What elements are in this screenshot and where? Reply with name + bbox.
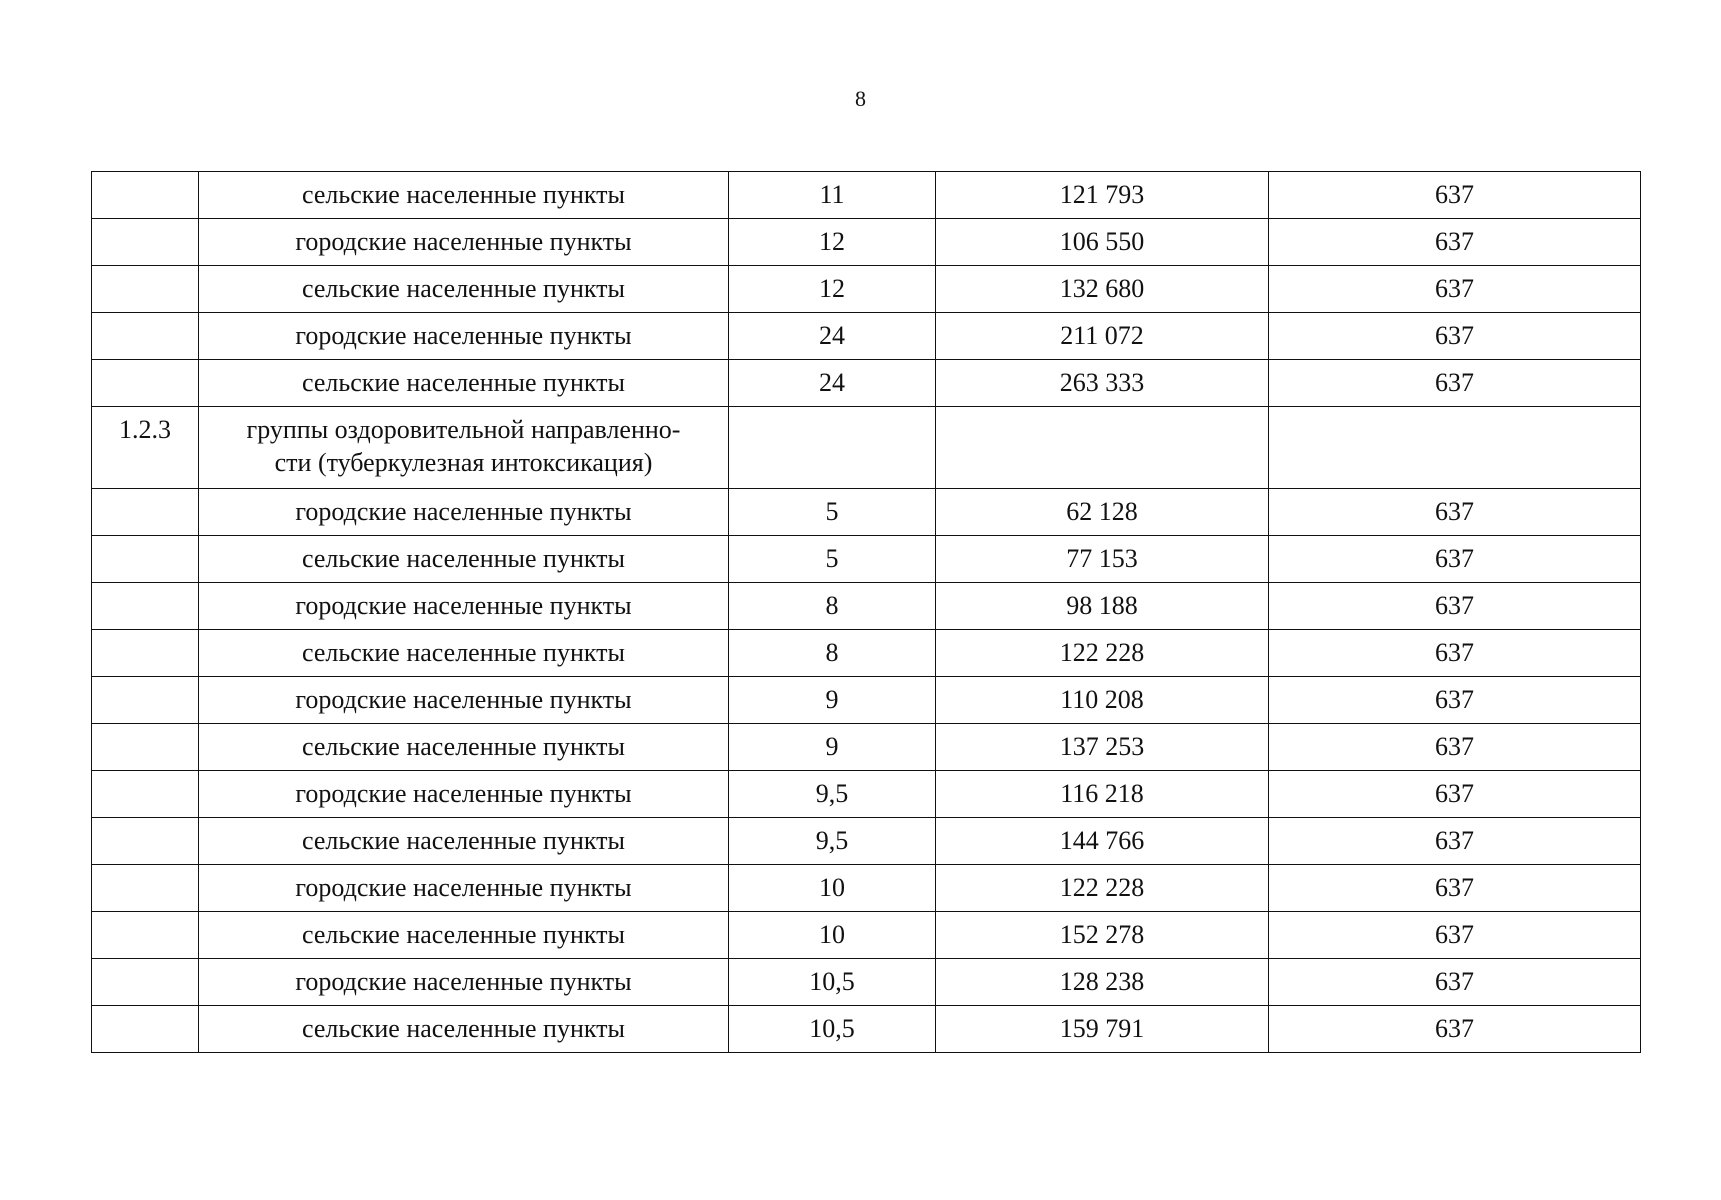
- value-c-cell: 637: [1269, 536, 1641, 583]
- value-b-cell: 110 208: [936, 677, 1269, 724]
- value-a-cell: 10,5: [729, 959, 936, 1006]
- value-b-cell: 132 680: [936, 266, 1269, 313]
- value-c-cell: 637: [1269, 677, 1641, 724]
- value-c-cell: 637: [1269, 266, 1641, 313]
- table-row: [92, 313, 1641, 360]
- table-row: [92, 724, 1641, 771]
- value-a-cell: 9,5: [729, 818, 936, 865]
- row-name-cell: сельские населенные пункты: [199, 630, 729, 677]
- row-name-cell: сельские населенные пункты: [199, 818, 729, 865]
- value-b-cell: 121 793: [936, 172, 1269, 219]
- value-b-cell: 122 228: [936, 630, 1269, 677]
- value-a-cell: 24: [729, 360, 936, 407]
- value-a-cell: 12: [729, 266, 936, 313]
- row-number-cell: [92, 313, 199, 360]
- value-a-cell: 10: [729, 865, 936, 912]
- value-b-cell: 62 128: [936, 489, 1269, 536]
- table-row: [92, 677, 1641, 724]
- row-name-cell: городские населенные пункты: [199, 583, 729, 630]
- row-number-cell: [92, 818, 199, 865]
- row-name-cell: городские населенные пункты: [199, 677, 729, 724]
- value-c-cell: 637: [1269, 912, 1641, 959]
- tariff-table: [91, 171, 1641, 1053]
- value-b-cell: 116 218: [936, 771, 1269, 818]
- value-b-cell: 159 791: [936, 1006, 1269, 1053]
- value-b-cell: 122 228: [936, 865, 1269, 912]
- row-number-cell: [92, 912, 199, 959]
- row-name-cell: сельские населенные пункты: [199, 1006, 729, 1053]
- row-number-cell: [92, 583, 199, 630]
- value-b-cell: 77 153: [936, 536, 1269, 583]
- row-name-cell: сельские населенные пункты: [199, 536, 729, 583]
- value-c-cell: 637: [1269, 313, 1641, 360]
- value-a-cell: 5: [729, 536, 936, 583]
- value-a-cell: 10: [729, 912, 936, 959]
- row-number-cell: [92, 771, 199, 818]
- row-number-cell: [92, 724, 199, 771]
- row-number-cell: [92, 959, 199, 1006]
- value-c-cell: 637: [1269, 865, 1641, 912]
- row-number-cell: [92, 865, 199, 912]
- value-b-cell: 263 333: [936, 360, 1269, 407]
- table-row: [92, 959, 1641, 1006]
- value-b-cell: 98 188: [936, 583, 1269, 630]
- value-a-cell: 24: [729, 313, 936, 360]
- page-number: 8: [855, 86, 866, 111]
- table-row: [92, 865, 1641, 912]
- value-c-cell: 637: [1269, 219, 1641, 266]
- row-name-cell: городские населенные пункты: [199, 771, 729, 818]
- row-name-cell: городские населенные пункты: [199, 313, 729, 360]
- value-a-cell: 12: [729, 219, 936, 266]
- value-a-cell: 5: [729, 489, 936, 536]
- row-number-cell: [92, 677, 199, 724]
- table-row: [92, 489, 1641, 536]
- row-number-cell: [92, 489, 199, 536]
- table-row: [92, 266, 1641, 313]
- value-a-cell: 8: [729, 583, 936, 630]
- value-a-cell: 10,5: [729, 1006, 936, 1053]
- value-b-cell: 144 766: [936, 818, 1269, 865]
- table-row: [92, 912, 1641, 959]
- table-row: [92, 630, 1641, 677]
- table-row: [92, 360, 1641, 407]
- value-c-cell: 637: [1269, 489, 1641, 536]
- table-row: [92, 219, 1641, 266]
- row-number-cell: [92, 219, 199, 266]
- row-number-cell: [92, 360, 199, 407]
- row-name-cell: сельские населенные пункты: [199, 266, 729, 313]
- value-b-cell: 211 072: [936, 313, 1269, 360]
- row-name-cell: сельские населенные пункты: [199, 172, 729, 219]
- value-b-cell: 106 550: [936, 219, 1269, 266]
- row-name-cell: городские населенные пункты: [199, 959, 729, 1006]
- value-b-cell: 128 238: [936, 959, 1269, 1006]
- row-number-cell: [92, 536, 199, 583]
- table-row: [92, 1006, 1641, 1053]
- value-c-cell: 637: [1269, 818, 1641, 865]
- value-c-cell: 637: [1269, 583, 1641, 630]
- section-number-cell: 1.2.3: [92, 407, 199, 489]
- value-a-cell: 11: [729, 172, 936, 219]
- section-name-line-1: группы оздоровительной направленно-: [246, 415, 681, 444]
- value-a-cell: 9: [729, 677, 936, 724]
- value-c-cell: 637: [1269, 724, 1641, 771]
- value-c-cell: 637: [1269, 771, 1641, 818]
- table-row: [92, 818, 1641, 865]
- section-name-line-2: сти (туберкулезная интоксикация): [274, 448, 653, 477]
- value-b-cell: 152 278: [936, 912, 1269, 959]
- value-c-cell: 637: [1269, 172, 1641, 219]
- table-row: [92, 583, 1641, 630]
- row-name-cell: городские населенные пункты: [199, 489, 729, 536]
- table-row: [92, 172, 1641, 219]
- row-number-cell: [92, 630, 199, 677]
- value-c-cell: 637: [1269, 1006, 1641, 1053]
- value-a-cell: 9,5: [729, 771, 936, 818]
- value-c-cell: [1269, 407, 1641, 489]
- row-number-cell: [92, 1006, 199, 1053]
- table-row: [92, 536, 1641, 583]
- value-c-cell: 637: [1269, 630, 1641, 677]
- row-name-cell: сельские населенные пункты: [199, 912, 729, 959]
- value-a-cell: [729, 407, 936, 489]
- value-a-cell: 8: [729, 630, 936, 677]
- row-name-cell: городские населенные пункты: [199, 865, 729, 912]
- value-b-cell: [936, 407, 1269, 489]
- row-number-cell: [92, 266, 199, 313]
- row-number-cell: [92, 172, 199, 219]
- row-name-cell: городские населенные пункты: [199, 219, 729, 266]
- value-c-cell: 637: [1269, 360, 1641, 407]
- section-header-row: [92, 407, 1641, 489]
- table-row: [92, 771, 1641, 818]
- value-a-cell: 9: [729, 724, 936, 771]
- row-name-cell: сельские населенные пункты: [199, 724, 729, 771]
- section-name-cell: [199, 407, 729, 489]
- value-b-cell: 137 253: [936, 724, 1269, 771]
- row-name-cell: сельские населенные пункты: [199, 360, 729, 407]
- value-c-cell: 637: [1269, 959, 1641, 1006]
- tariff-table-body: [92, 172, 1641, 1053]
